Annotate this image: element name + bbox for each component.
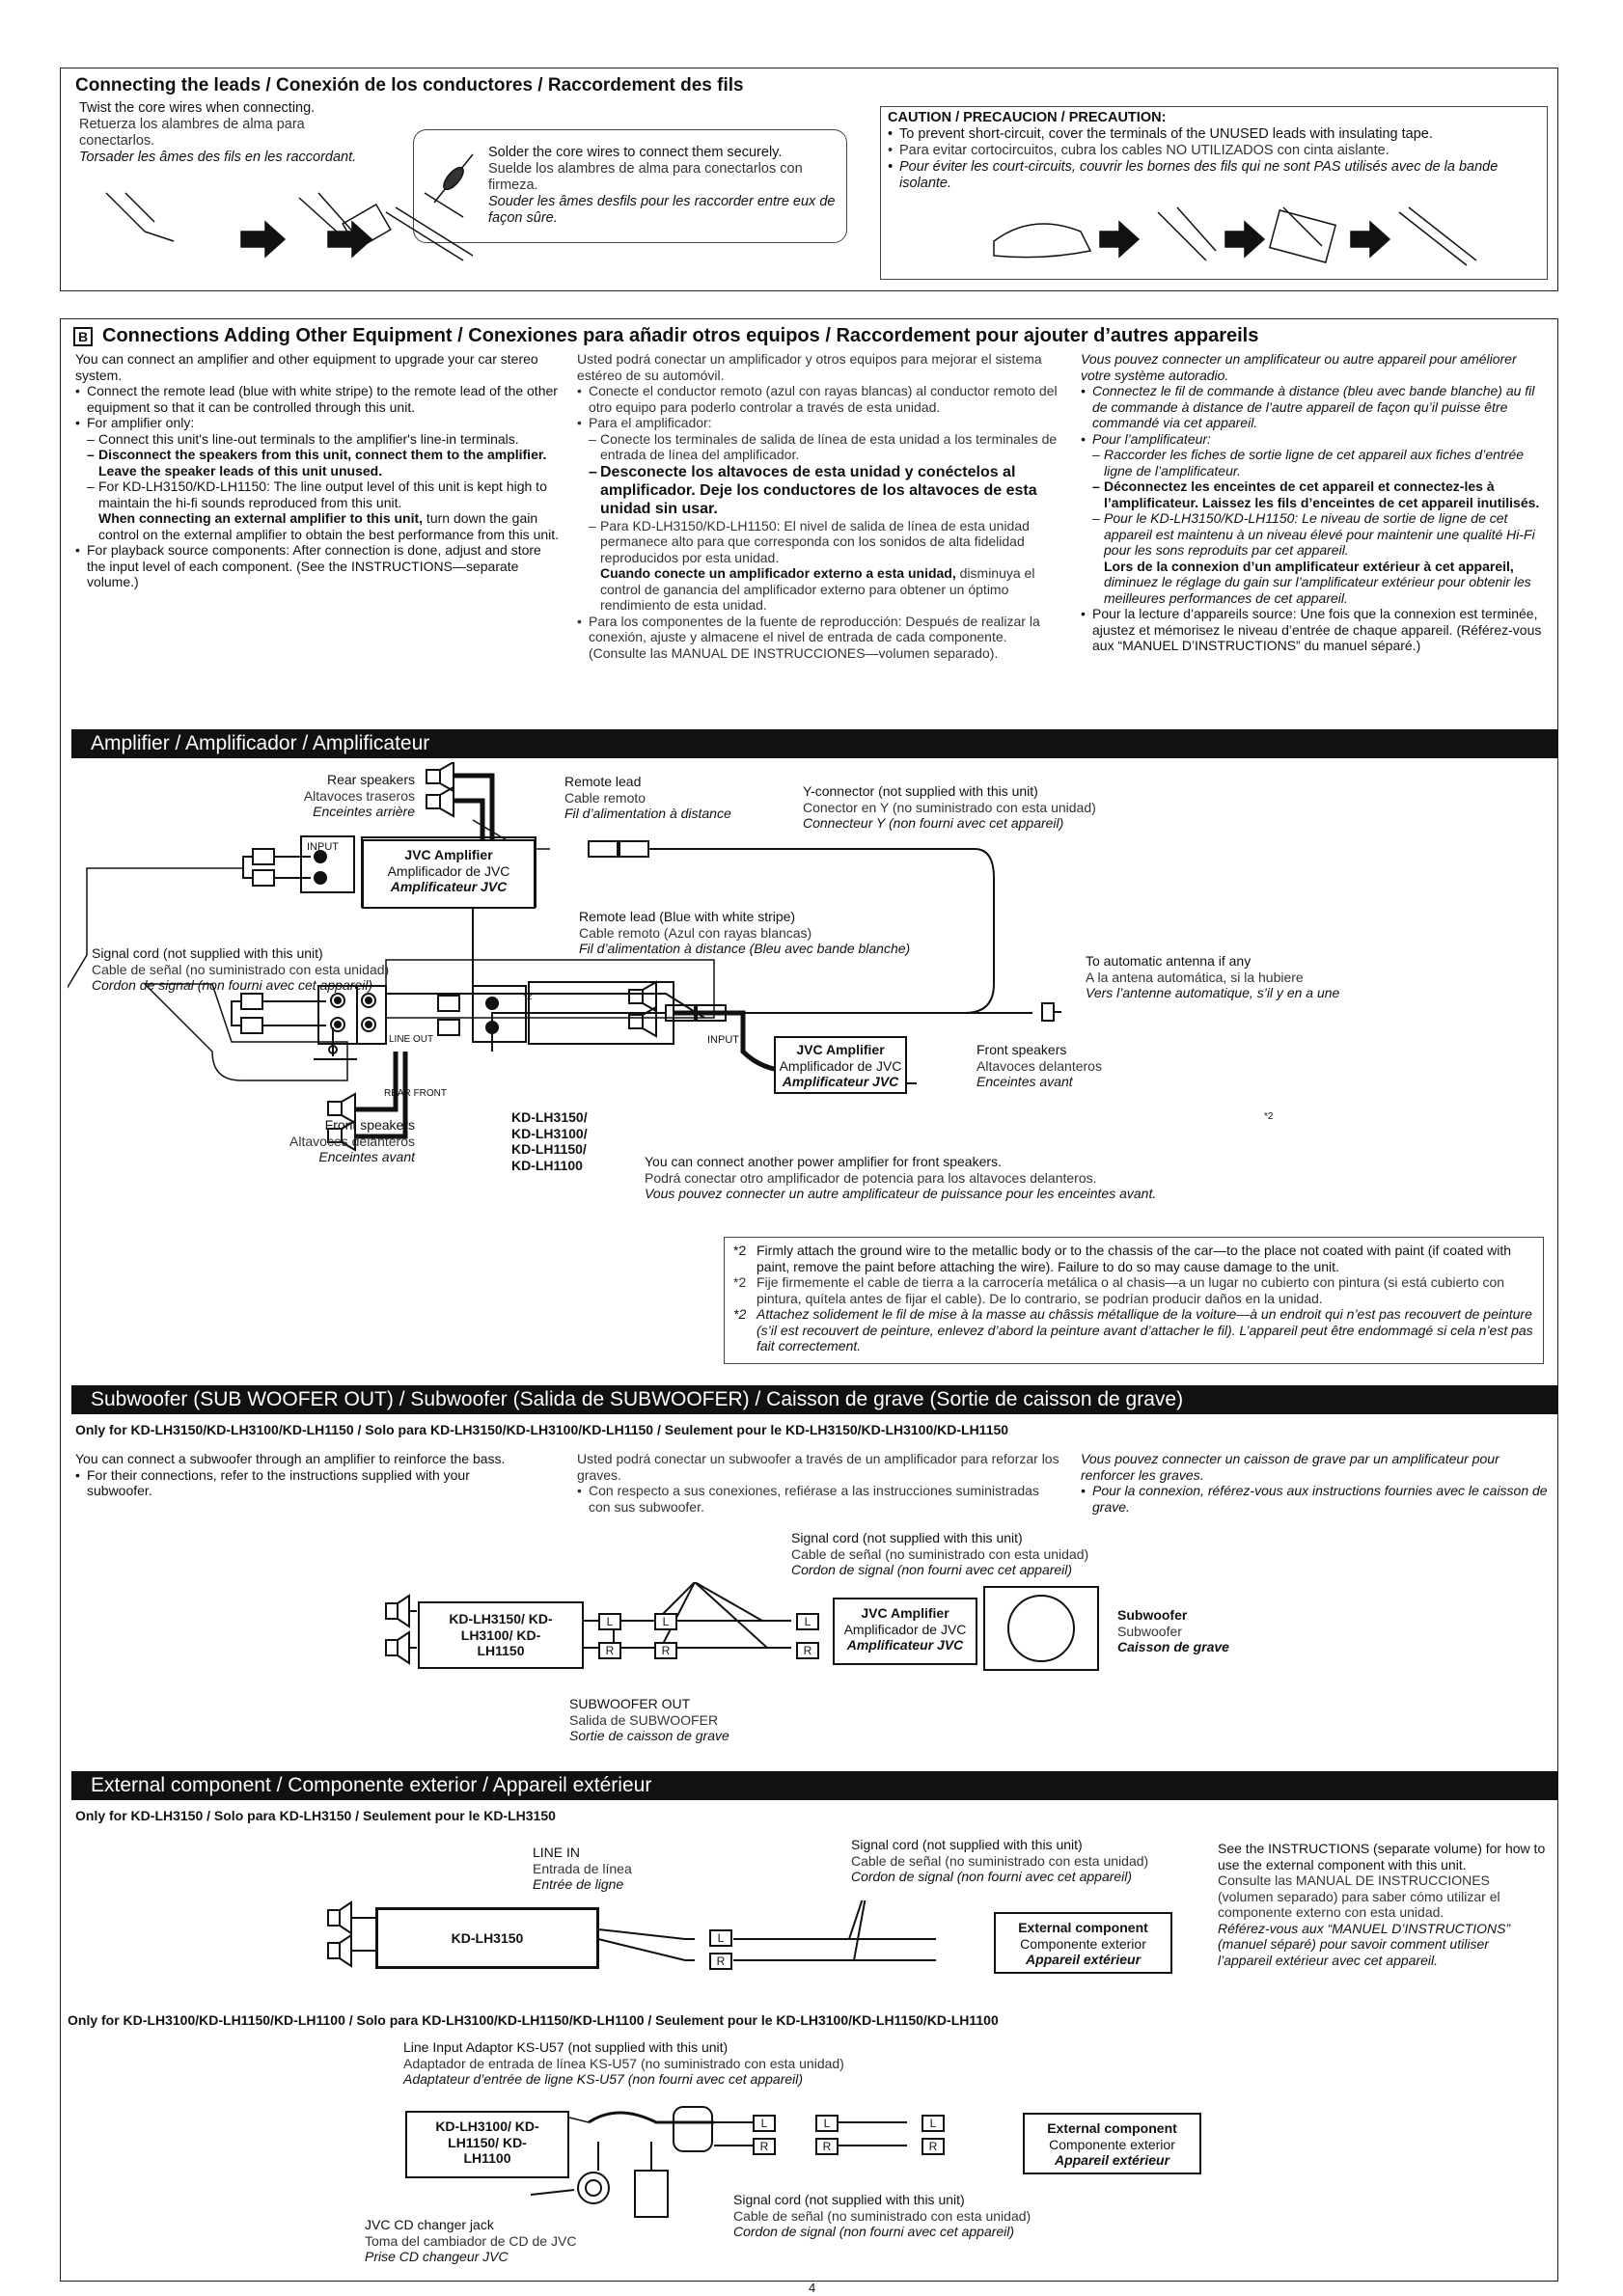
sub-plug-r1: R — [598, 1642, 621, 1659]
rear-front-label: REAR FRONT — [384, 1088, 448, 1099]
sub-plug-r3: R — [796, 1642, 819, 1659]
remote-lead-2-label: Remote lead (Blue with white stripe) Cable remoto (Azul con rayas blancas) Fil d’alimentation à distance (Bleu avec bande blanche) — [579, 909, 911, 956]
section-b-title: Connections Adding Other Equipment / Conexiones para añadir otros equipos / Raccordement pour ajouter d’autres appareils — [102, 325, 1259, 346]
ext2-plug-l3: L — [922, 2115, 945, 2132]
subwoofer-bar: Subwoofer (SUB WOOFER OUT) / Subwoofer (Salida de SUBWOOFER) / Caisson de grave (Sortie de caisson de grave) — [71, 1385, 1558, 1414]
amp-bar: Amplifier / Amplificador / Amplificateur — [71, 729, 1558, 758]
another-amp-text: You can connect another power amplifier for front speakers. Podrá conectar otro amplificador de potencia para los altavoces delanteros. Vous pouvez connecter un autre amplificateur de puissance pour les enceintes avant. — [645, 1154, 1157, 1201]
caution-illustration — [984, 203, 1486, 276]
subwoofer-amp-box: JVC Amplifier Amplificador de JVC Amplificateur JVC — [833, 1598, 977, 1665]
ext-plug-r: R — [709, 1953, 732, 1970]
see-instructions-text: See the INSTRUCTIONS (separate volume) for how to use the external component with this unit. Consulte las MANUAL DE INSTRUCCIONES (volumen separado) para saber cómo utilizar el componente externo con esta unidad. Référez-vous aux “MANUEL D’INSTRUCTIONS” (manuel séparé) pour savoir comment utiliser l’appareil extérieur avec cet appareil. — [1218, 1841, 1546, 1968]
external-2-signal-cord-label: Signal cord (not supplied with this unit) Cable de señal (no suministrado con esta unidad) Cordon de signal (non fourni avec cet appareil) — [733, 2192, 1032, 2239]
subwoofer-out-label: SUBWOOFER OUT Salida de SUBWOOFER Sortie de caisson de grave — [569, 1696, 729, 1743]
amp-input-label: INPUT — [307, 841, 339, 853]
external-only-2: Only for KD-LH3100/KD-LH1150/KD-LH1100 / Solo para KD-LH3100/KD-LH1150/KD-LH1100 / Seulement pour le KD-LH3100/KD-LH1150/KD-LH1100 — [68, 2012, 999, 2028]
external-bar: External component / Componente exterior / Appareil extérieur — [71, 1771, 1558, 1800]
line-in-label: LINE IN Entrada de línea Entrée de ligne — [533, 1845, 632, 1892]
adaptor-label: Line Input Adaptor KS-U57 (not supplied with this unit) Adaptador de entrada de línea KS-U57 (no suministrado con esta unidad) Adaptateur d’entrée de ligne KS-U57 (non fourni avec cet appareil) — [403, 2039, 844, 2087]
ext2-plug-r3: R — [922, 2138, 945, 2155]
jvc-amplifier-box: JVC Amplifier Amplificador de JVC Amplificateur JVC — [362, 839, 536, 909]
sub-plug-l2: L — [654, 1613, 677, 1630]
ext2-plug-r2: R — [815, 2138, 839, 2155]
external-unit-1-box: KD-LH3150 — [376, 1908, 598, 1968]
sub-plug-l3: L — [796, 1613, 819, 1630]
front-speakers-right-label: Front speakers Altavoces delanteros Enceintes avant — [977, 1042, 1102, 1089]
rear-speakers-label: Rear speakers Altavoces traseros Enceintes arrière — [303, 772, 415, 819]
ground-note-marker: *2 — [523, 992, 533, 1002]
solder-iron-icon — [415, 145, 492, 222]
section-b-fr: Vous pouvez connecter un amplificateur ou autre appareil pour améliorer votre système autoradio. • Connectez le fil de commande à distance (bleu avec bande blanche) au fil de commande à distance de l’autre appareil de façon qu’il puisse être commandé via cet appareil. • Pour l’amplificateur: – Raccorder les fiches de sortie ligne de cet appareil aux fiches d’entrée ligne de l’amplificateur. – Déconnectez les enceintes de cet appareil et connectez-les à l’amplificateur. Laissez les fils d’enceintes de cet appareil inutilisés. – Pour le KD-LH3150/KD-LH1150: Le niveau de sortie de ligne de cet appareil est maintenu à un niveau élevé pour maintenir une qualité Hi-Fi pour les sons reproduits par cet appareil. Lors de la connexion d’un amplificateur extérieur à cet appareil, diminuez le réglage du gain sur l’amplificateur extérieur pour obtenir les meilleures performances de cet appareil. • Pour la lecture d’appareils source: Une fois que la connexion est terminée, ajustez et mémorisez le niveau d’entrée de chaque appareil. (Référez-vous aux “MANUEL D’INSTRUCTIONS” du manuel séparé.) — [1081, 351, 1549, 654]
subwoofer-unit-box: KD-LH3150/ KD-LH3100/ KD-LH1150 — [418, 1601, 584, 1669]
remote-lead-label: Remote lead Cable remoto Fil d’alimentation à distance — [564, 774, 731, 821]
subwoofer-fr: Vous pouvez connecter un caisson de grave par un amplificateur pour renforcer les graves. • Pour la connexion, référez-vous aux instructions fournies avec le caisson de grave. — [1081, 1451, 1549, 1515]
front-speakers-left-label: Front speakers Altavoces delanteros Enceintes avant — [289, 1117, 415, 1164]
leads-title: Connecting the leads / Conexión de los conductores / Raccordement des fils — [75, 75, 744, 96]
ground-note-marker-2: *2 — [1264, 1111, 1274, 1122]
twist-text: Twist the core wires when connecting. Retuerza los alambres de alma para conectarlos. Torsader les âmes des fils en les raccordant. — [79, 100, 357, 165]
subwoofer-en: You can connect a subwoofer through an amplifier to reinforce the bass. • For their connections, refer to the instructions supplied with your subwoofer. — [75, 1451, 538, 1499]
solder-text: Solder the core wires to connect them securely. Suelde los alambres de alma para conectarlos con firmeza. Souder les âmes desfils pour les raccorder entre eux de façon sûre. — [488, 145, 836, 226]
ext2-plug-l1: L — [753, 2115, 776, 2132]
line-out-label: LINE OUT — [389, 1034, 434, 1045]
amp-models-label: KD-LH3150/ KD-LH3100/ KD-LH1150/ KD-LH1100 — [511, 1109, 588, 1173]
ground-note-text: *2 Firmly attach the ground wire to the metallic body or to the chassis of the car—to the place not coated with paint (if coated with paint, remove the paint before attaching the wire). Failure to do so may cause damage to the unit. *2 Fije firmemente el cable de tierra a la carrocería metálica o al chasis—a un lugar no cubierto con pintura (si está cubierto con pintura, quítela antes de fijar el cable). De lo contrario, se podrían producir daños en la unidad. *2 Attachez solidement le fil de mise à la masse au châssis métallique de la voiture—à un endroit qui n’est pas recouvert de peinture (s’il est recouvert de peinture, enlevez d’abord la peinture avant d’attacher le fil). L’appareil peut être endommagé si cela n’est pas fait correctement. — [733, 1243, 1533, 1353]
cd-changer-jack-label: JVC CD changer jack Toma del cambiador de CD de JVC Prise CD changeur JVC — [365, 2217, 577, 2264]
y-connector-label: Y-connector (not supplied with this unit) Conector en Y (no suministrado con esta unidad) Connecteur Y (non fourni avec cet appareil) — [803, 783, 1096, 831]
subwoofer-label: Subwoofer Subwoofer Caisson de grave — [1117, 1607, 1229, 1654]
sub-plug-l1: L — [598, 1613, 621, 1630]
amp2-input-label: INPUT — [707, 1034, 739, 1046]
jvc-amplifier-2-box: JVC Amplifier Amplificador de JVC Amplificateur JVC — [774, 1036, 907, 1094]
page-number: 4 — [809, 2281, 816, 2295]
external-component-box-1: External component Componente exterior Appareil extérieur — [994, 1912, 1172, 1974]
subwoofer-es: Usted podrá conectar un subwoofer a través de un amplificador para reforzar los graves. • Con respecto a sus conexiones, refiérase a las instrucciones suministradas con sus subwoofer. — [577, 1451, 1059, 1515]
ext2-plug-l2: L — [815, 2115, 839, 2132]
external-signal-cord-label: Signal cord (not supplied with this unit) Cable de señal (no suministrado con esta unidad) Cordon de signal (non fourni avec cet appareil) — [851, 1837, 1149, 1884]
subwoofer-only: Only for KD-LH3150/KD-LH3100/KD-LH1150 / Solo para KD-LH3150/KD-LH3100/KD-LH1150 / Seulement pour le KD-LH3150/KD-LH3100/KD-LH1150 — [75, 1422, 1009, 1437]
ext-plug-l: L — [709, 1929, 732, 1947]
subwoofer-signal-cord-label: Signal cord (not supplied with this unit) Cable de señal (no suministrado con esta unidad) Cordon de signal (non fourni avec cet appareil) — [791, 1530, 1089, 1577]
antenna-label: To automatic antenna if any A la antena automática, si la hubiere Vers l’antenne automatique, s’il y en a une — [1086, 953, 1340, 1000]
sub-plug-r2: R — [654, 1642, 677, 1659]
caution-text: CAUTION / PRECAUCION / PRECAUTION: • To prevent short-circuit, cover the terminals of the UNUSED leads with insulating tape. • Para evitar cortocircuitos, cubra los cables NO UTILIZADOS con cinta aislante. • Pour éviter les court-circuits, couvrir les bornes des fils qui ne sont PAS utilisés avec de la bande isolante. — [888, 110, 1544, 192]
ext2-plug-r1: R — [753, 2138, 776, 2155]
section-b-marker: B — [73, 327, 93, 346]
external-only-1: Only for KD-LH3150 / Solo para KD-LH3150 / Seulement pour le KD-LH3150 — [75, 1808, 556, 1823]
external-component-box-2: External component Componente exterior Appareil extérieur — [1023, 2113, 1201, 2174]
section-b-en: You can connect an amplifier and other equipment to upgrade your car stereo system. • Connect the remote lead (blue with white stripe) to the remote lead of the other equipment so that it can be controlled through this unit. • For amplifier only: – Connect this unit's line-out terminals to the amplifier's line-in terminals. – Disconnect the speakers from this unit, connect them to the amplifier. Leave the speaker leads of this unit unused. – For KD-LH3150/KD-LH1150: The line output level of this unit is kept high to maintain the hi-fi sounds reproduced from this unit. When connecting an external amplifier to this unit, turn down the gain control on the external amplifier to obtain the best performance from this unit. • For playback source components: After connection is done, adjust and store the input level of each component. (See the INSTRUCTIONS—separate volume.) — [75, 351, 563, 590]
section-b-es: Usted podrá conectar un amplificador y otros equipos para mejorar el sistema estéreo de su automóvil. • Conecte el conductor remoto (azul con rayas blancas) al conductor remoto del otro equipo para poderlo controlar a través de esta unidad. • Para el amplificador: – Conecte los terminales de salida de línea de esta unidad a los terminales de entrada de línea del amplificador. – Desconecte los altavoces de esta unidad y conéctelos al amplificador. Deje los conductores de los altavoces de esta unidad sin usar. – Para KD-LH3150/KD-LH1150: El nivel de salida de línea de esta unidad permanece alto para que corresponda con los sonidos de alta fidelidad reproducidos por esta unidad. Cuando conecte un amplificador externo a esta unidad, disminuya el control de ganancia del amplificador externo para obtener un óptimo rendimiento de esta unidad. • Para los componentes de la fuente de reproducción: Después de realizar la conexión, ajuste y almacene el nivel de entrada de cada componente. (Consulte las MANUAL DE INSTRUCCIONES—volumen separado). — [577, 351, 1058, 661]
external-unit-2-box: KD-LH3100/ KD-LH1150/ KD-LH1100 — [405, 2111, 569, 2178]
signal-cord-label: Signal cord (not supplied with this unit) Cable de señal (no suministrado con esta unidad) Cordon de signal (non fourni avec cet appareil) — [92, 945, 390, 993]
